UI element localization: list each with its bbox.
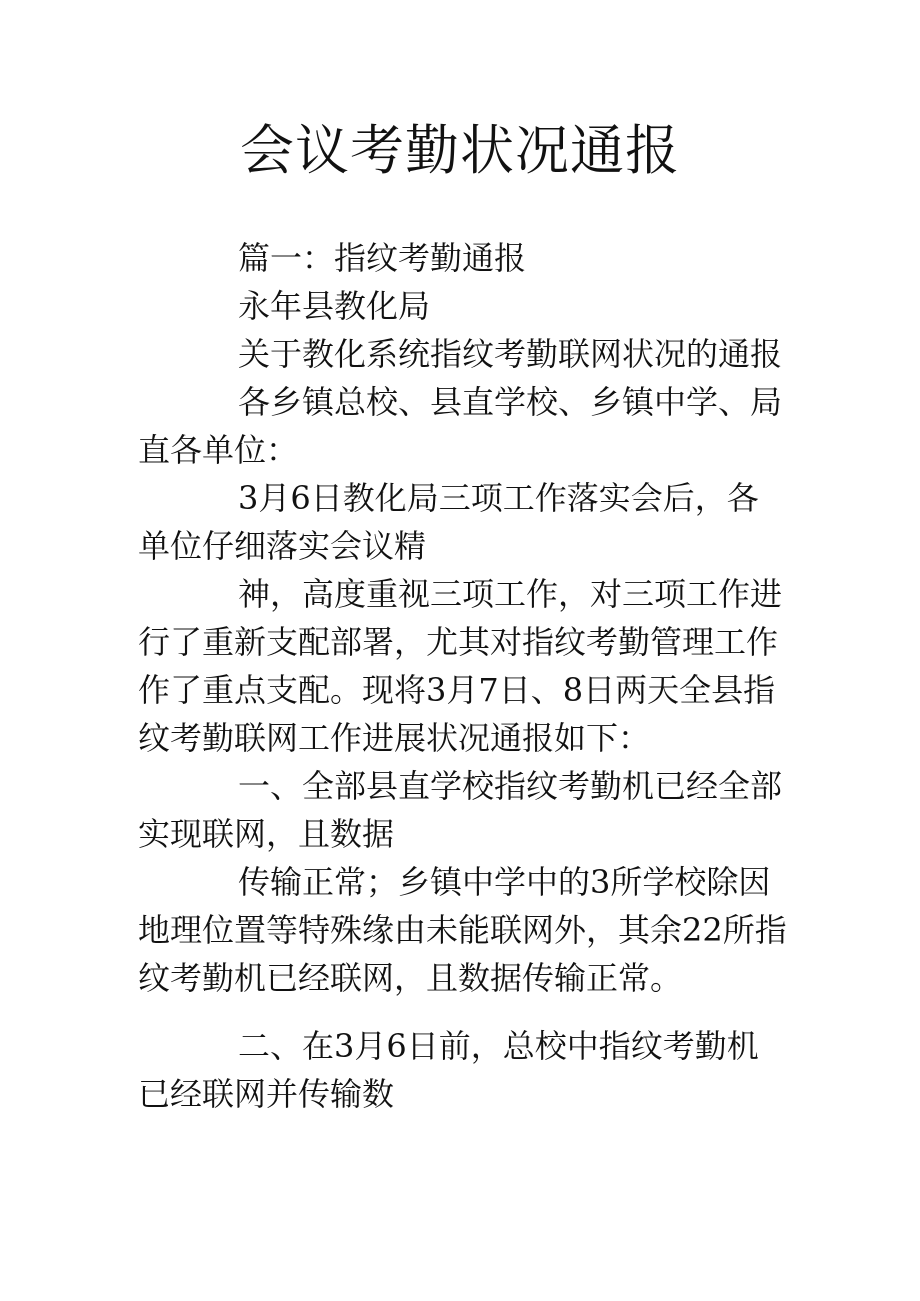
paragraph-2: 永年县教化局 (238, 287, 431, 325)
paragraph-6: 神，高度重视三项工作，对三项工作进行了重新支配部署，尤其对指纹考勤管理工作作了重点支配。现将3月7日、8日两天全县指纹考勤联网工作进展状况通报如下： (138, 575, 783, 757)
paragraph-4: 各乡镇总校、县直学校、乡镇中学、局直各单位： (138, 383, 783, 469)
paragraph-1: 篇一：指纹考勤通报 (238, 239, 527, 277)
paragraph-5: 3月6日教化局三项工作落实会后，各单位仔细落实会议精 (138, 479, 759, 565)
paragraph-7: 一、全部县直学校指纹考勤机已经全部实现联网，且数据 (138, 767, 783, 853)
document-title: 会议考勤状况通报 (240, 119, 680, 182)
paragraph-8: 传输正常；乡镇中学中的3所学校除因地理位置等特殊缘由未能联网外，其余22所指纹考勤机已经联网，且数据传输正常。 (138, 863, 787, 997)
paragraph-9: 二、在3月6日前，总校中指纹考勤机已经联网并传输数 (138, 1027, 759, 1113)
paragraph-3: 关于教化系统指纹考勤联网状况的通报 (238, 335, 783, 373)
document-body (138, 234, 788, 1118)
